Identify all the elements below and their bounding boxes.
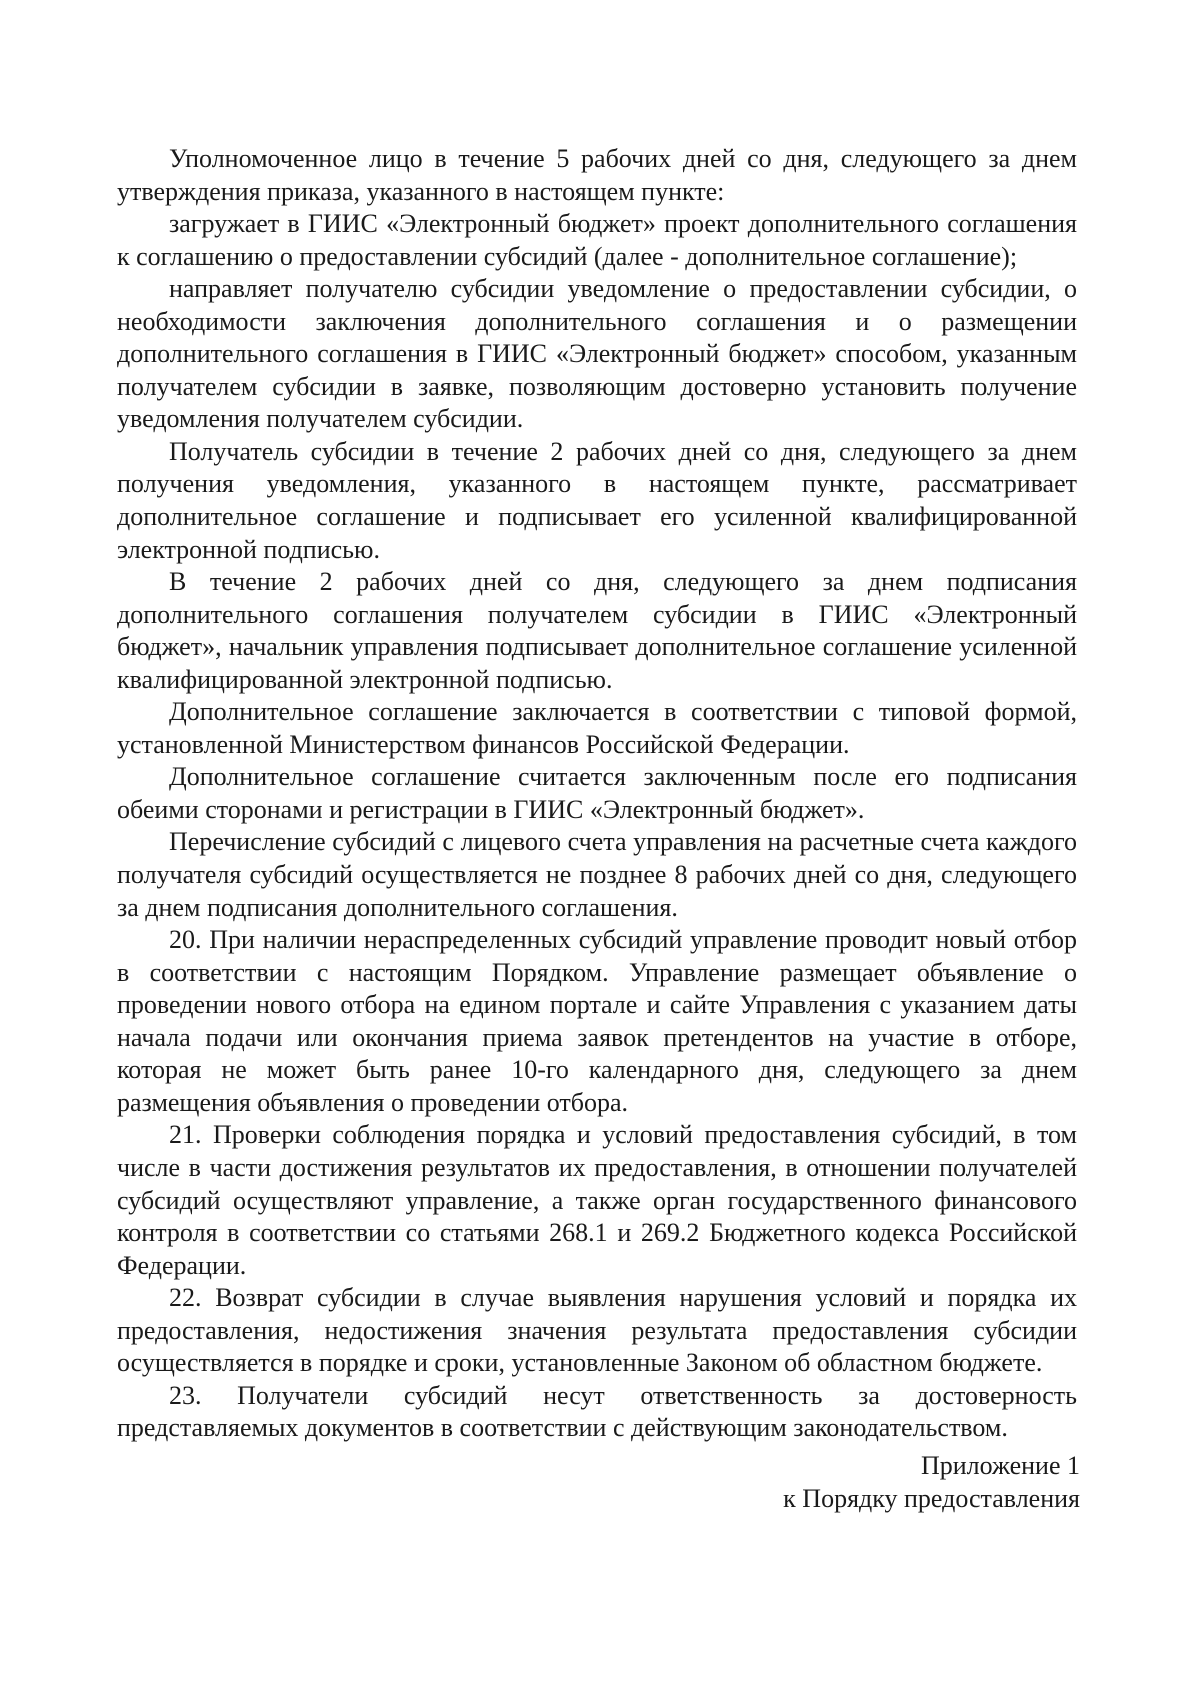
- document-body: [117, 143, 1077, 1445]
- paragraph-item-23: 23. Получатели субсидий несут ответственность за достоверность представляемых документов в соответствии с действующим законодательством.: [117, 1380, 1077, 1443]
- paragraph-upload-draft: загружает в ГИИС «Электронный бюджет» проект дополнительного соглашения к соглашению о предоставлении субсидий (далее - дополнительное соглашение);: [117, 209, 1077, 271]
- paragraph-authorized-person: Уполномоченное лицо в течение 5 рабочих дней со дня, следующего за днем утверждения приказа, указанного в настоящем пункте:: [117, 144, 1077, 206]
- paragraph-transfer: Перечисление субсидий с лицевого счета управления на расчетные счета каждого получателя субсидий осуществляется не позднее 8 рабочих дней со дня, следующего за днем подписания дополнительного соглашения.: [117, 827, 1077, 922]
- appendix-heading: [480, 1450, 1080, 1515]
- appendix-title: Приложение 1: [920, 1451, 1080, 1480]
- paragraph-item-22: 22. Возврат субсидии в случае выявления нарушения условий и порядка их предоставления, недостижения значения результата предоставления субсидии осуществляется в порядке и сроки, установленные Законом об областном бюджете.: [117, 1283, 1077, 1378]
- paragraph-agreement-concluded: Дополнительное соглашение считается заключенным после его подписания обеими сторонами и регистрации в ГИИС «Электронный бюджет».: [117, 762, 1077, 824]
- paragraph-send-notice: направляет получателю субсидии уведомление о предоставлении субсидии, о необходимости заключения дополнительного соглашения и о размещении дополнительного соглашения в ГИИС «Электронный бюджет» способом, указанным получателем субсидии в заявке, позволяющим достоверно установить получение уведомления получателем субсидии.: [117, 274, 1077, 434]
- appendix-subtitle: к Порядку предоставления: [783, 1483, 1080, 1513]
- paragraph-recipient-signs: Получатель субсидии в течение 2 рабочих дней со дня, следующего за днем получения уведомления, указанного в настоящем пункте, рассматривает дополнительное соглашение и подписывает его усиленной квалифицированной электронной подписью.: [117, 436, 1077, 564]
- paragraph-head-signs: В течение 2 рабочих дней со дня, следующего за днем подписания дополнительного соглашения получателем субсидии в ГИИС «Электронный бюджет», начальник управления подписывает дополнительное соглашение усиленной квалифицированной электронной подписью.: [117, 567, 1077, 694]
- paragraph-item-20: 20. При наличии нераспределенных субсидий управление проводит новый отбор в соответствии с настоящим Порядком. Управление размещает объявление о проведении нового отбора на едином портале и сайте Управления с указанием даты начала подачи или окончания приема заявок претендентов на участие в отборе, которая не может быть ранее 10-го календарного дня, следующего за днем размещения объявления о проведении отбора.: [117, 925, 1077, 1117]
- paragraph-standard-form: Дополнительное соглашение заключается в соответствии с типовой формой, установленной Министерством финансов Российской Федерации.: [117, 697, 1077, 759]
- paragraph-item-21: 21. Проверки соблюдения порядка и условий предоставления субсидий, в том числе в части достижения результатов их предоставления, в отношении получателей субсидий осуществляют управление, а также орган государственного финансового контроля в соответствии со статьями 268.1 и 269.2 Бюджетного кодекса Российской Федерации.: [117, 1120, 1077, 1280]
